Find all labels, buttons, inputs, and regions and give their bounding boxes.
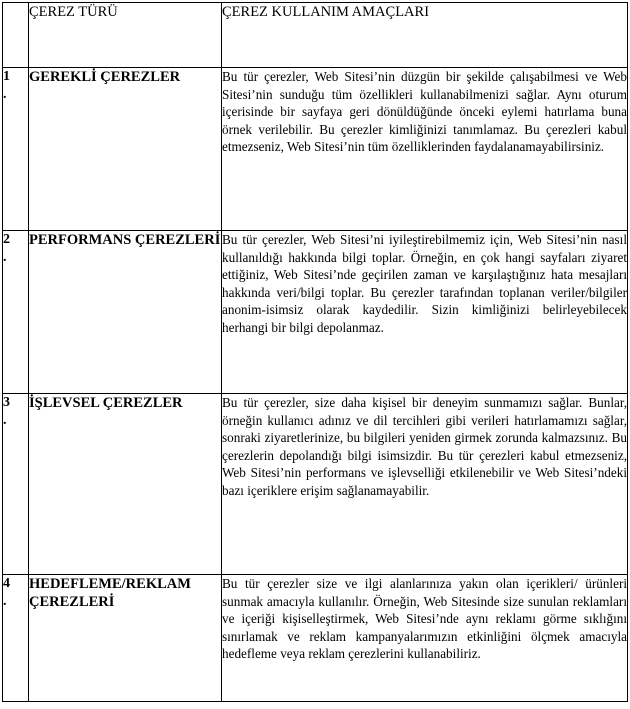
row-number-digit: 4	[3, 576, 10, 591]
table-row	[3, 68, 628, 231]
row-number-digit: 1	[3, 69, 10, 84]
row-number-dot: .	[3, 594, 7, 609]
row-number	[3, 394, 29, 575]
row-number-dot: .	[3, 413, 7, 428]
cookie-types-table	[2, 2, 628, 702]
table-header-row	[3, 3, 628, 68]
header-cookie-purpose: ÇEREZ KULLANIM AMAÇLARI	[222, 3, 628, 68]
cookie-purpose-description: Bu tür çerezler size ve ilgi alanlarınıza yakın olan içerikleri/ ürünleri sunmak amacıyla kullanılır. Örneğin, Web Sitesinde size sunulan reklamları ve içeriği kişiselleştirmek, Web Sitesi’nde aynı reklamı görme sıklığını sınırlamak ve reklam kampanyalarımızın etkinliğini ölçmek amacıyla hedefleme veya reklam çerezlerini kullanabiliriz.	[222, 575, 628, 702]
cookie-purpose-description: Bu tür çerezler, size daha kişisel bir deneyim sunmamızı sağlar. Bunlar, örneğin kullanıcı adınız ve dil tercihleri gibi verileri hatırlamamızı sağlar, sonraki ziyaretlerinize, bu bilgileri yeniden girmek zorunda kalmazsınız. Bu çerezlerin depolandığı bilgi isimsizdir. Bu tür çerezleri kabul etmezseniz, Web Sitesi’nin performans ve işlevselliği etkilenebilir ve Web Sitesi’ndeki bazı içeriklere erişim sağlanamayabilir.	[222, 394, 628, 575]
row-number-digit: 2	[3, 232, 10, 247]
header-number-cell	[3, 3, 29, 68]
cookie-type-name: İŞLEVSEL ÇEREZLER	[29, 394, 222, 575]
cookie-type-name: HEDEFLEME/REKLAM ÇEREZLERİ	[29, 575, 222, 702]
cookie-purpose-description: Bu tür çerezler, Web Sitesi’ni iyileştirebilmemiz için, Web Sitesi’nin nasıl kullanıldığı hakkında bilgi toplar. Örneğin, en çok hangi sayfaları ziyaret ettiğiniz, Web Sitesi’nde geçirilen zaman ve karşılaştığınız hata mesajları hakkında veri/bilgi toplar. Bu çerezler tarafından toplanan veriler/bilgiler anonim-isimsiz olarak kaydedilir. Sizin kimliğinizi belirleyebilecek herhangi bir bilgi depolanmaz.	[222, 231, 628, 394]
row-number-digit: 3	[3, 395, 10, 410]
table-row	[3, 394, 628, 575]
table-row	[3, 575, 628, 702]
row-number	[3, 68, 29, 231]
cookie-type-name: GEREKLİ ÇEREZLER	[29, 68, 222, 231]
cookie-type-name: PERFORMANS ÇEREZLERİ	[29, 231, 222, 394]
row-number-dot: .	[3, 250, 7, 265]
row-number	[3, 575, 29, 702]
row-number	[3, 231, 29, 394]
cookie-purpose-description: Bu tür çerezler, Web Sitesi’nin düzgün bir şekilde çalışabilmesi ve Web Sitesi’nin sunduğu tüm özellikleri kullanabilmenizi sağlar. Aynı oturum içerisinde bir sayfaya geri dönüldüğünde önceki eylemi hatırlama buna örnek verilebilir. Bu çerezler kimliğinizi tanımlamaz. Bu çerezleri kabul etmezseniz, Web Sitesi’nin tüm özelliklerinden faydalanamayabilirsiniz.	[222, 68, 628, 231]
row-number-dot: .	[3, 87, 7, 102]
header-cookie-type: ÇEREZ TÜRÜ	[29, 3, 222, 68]
table-row	[3, 231, 628, 394]
